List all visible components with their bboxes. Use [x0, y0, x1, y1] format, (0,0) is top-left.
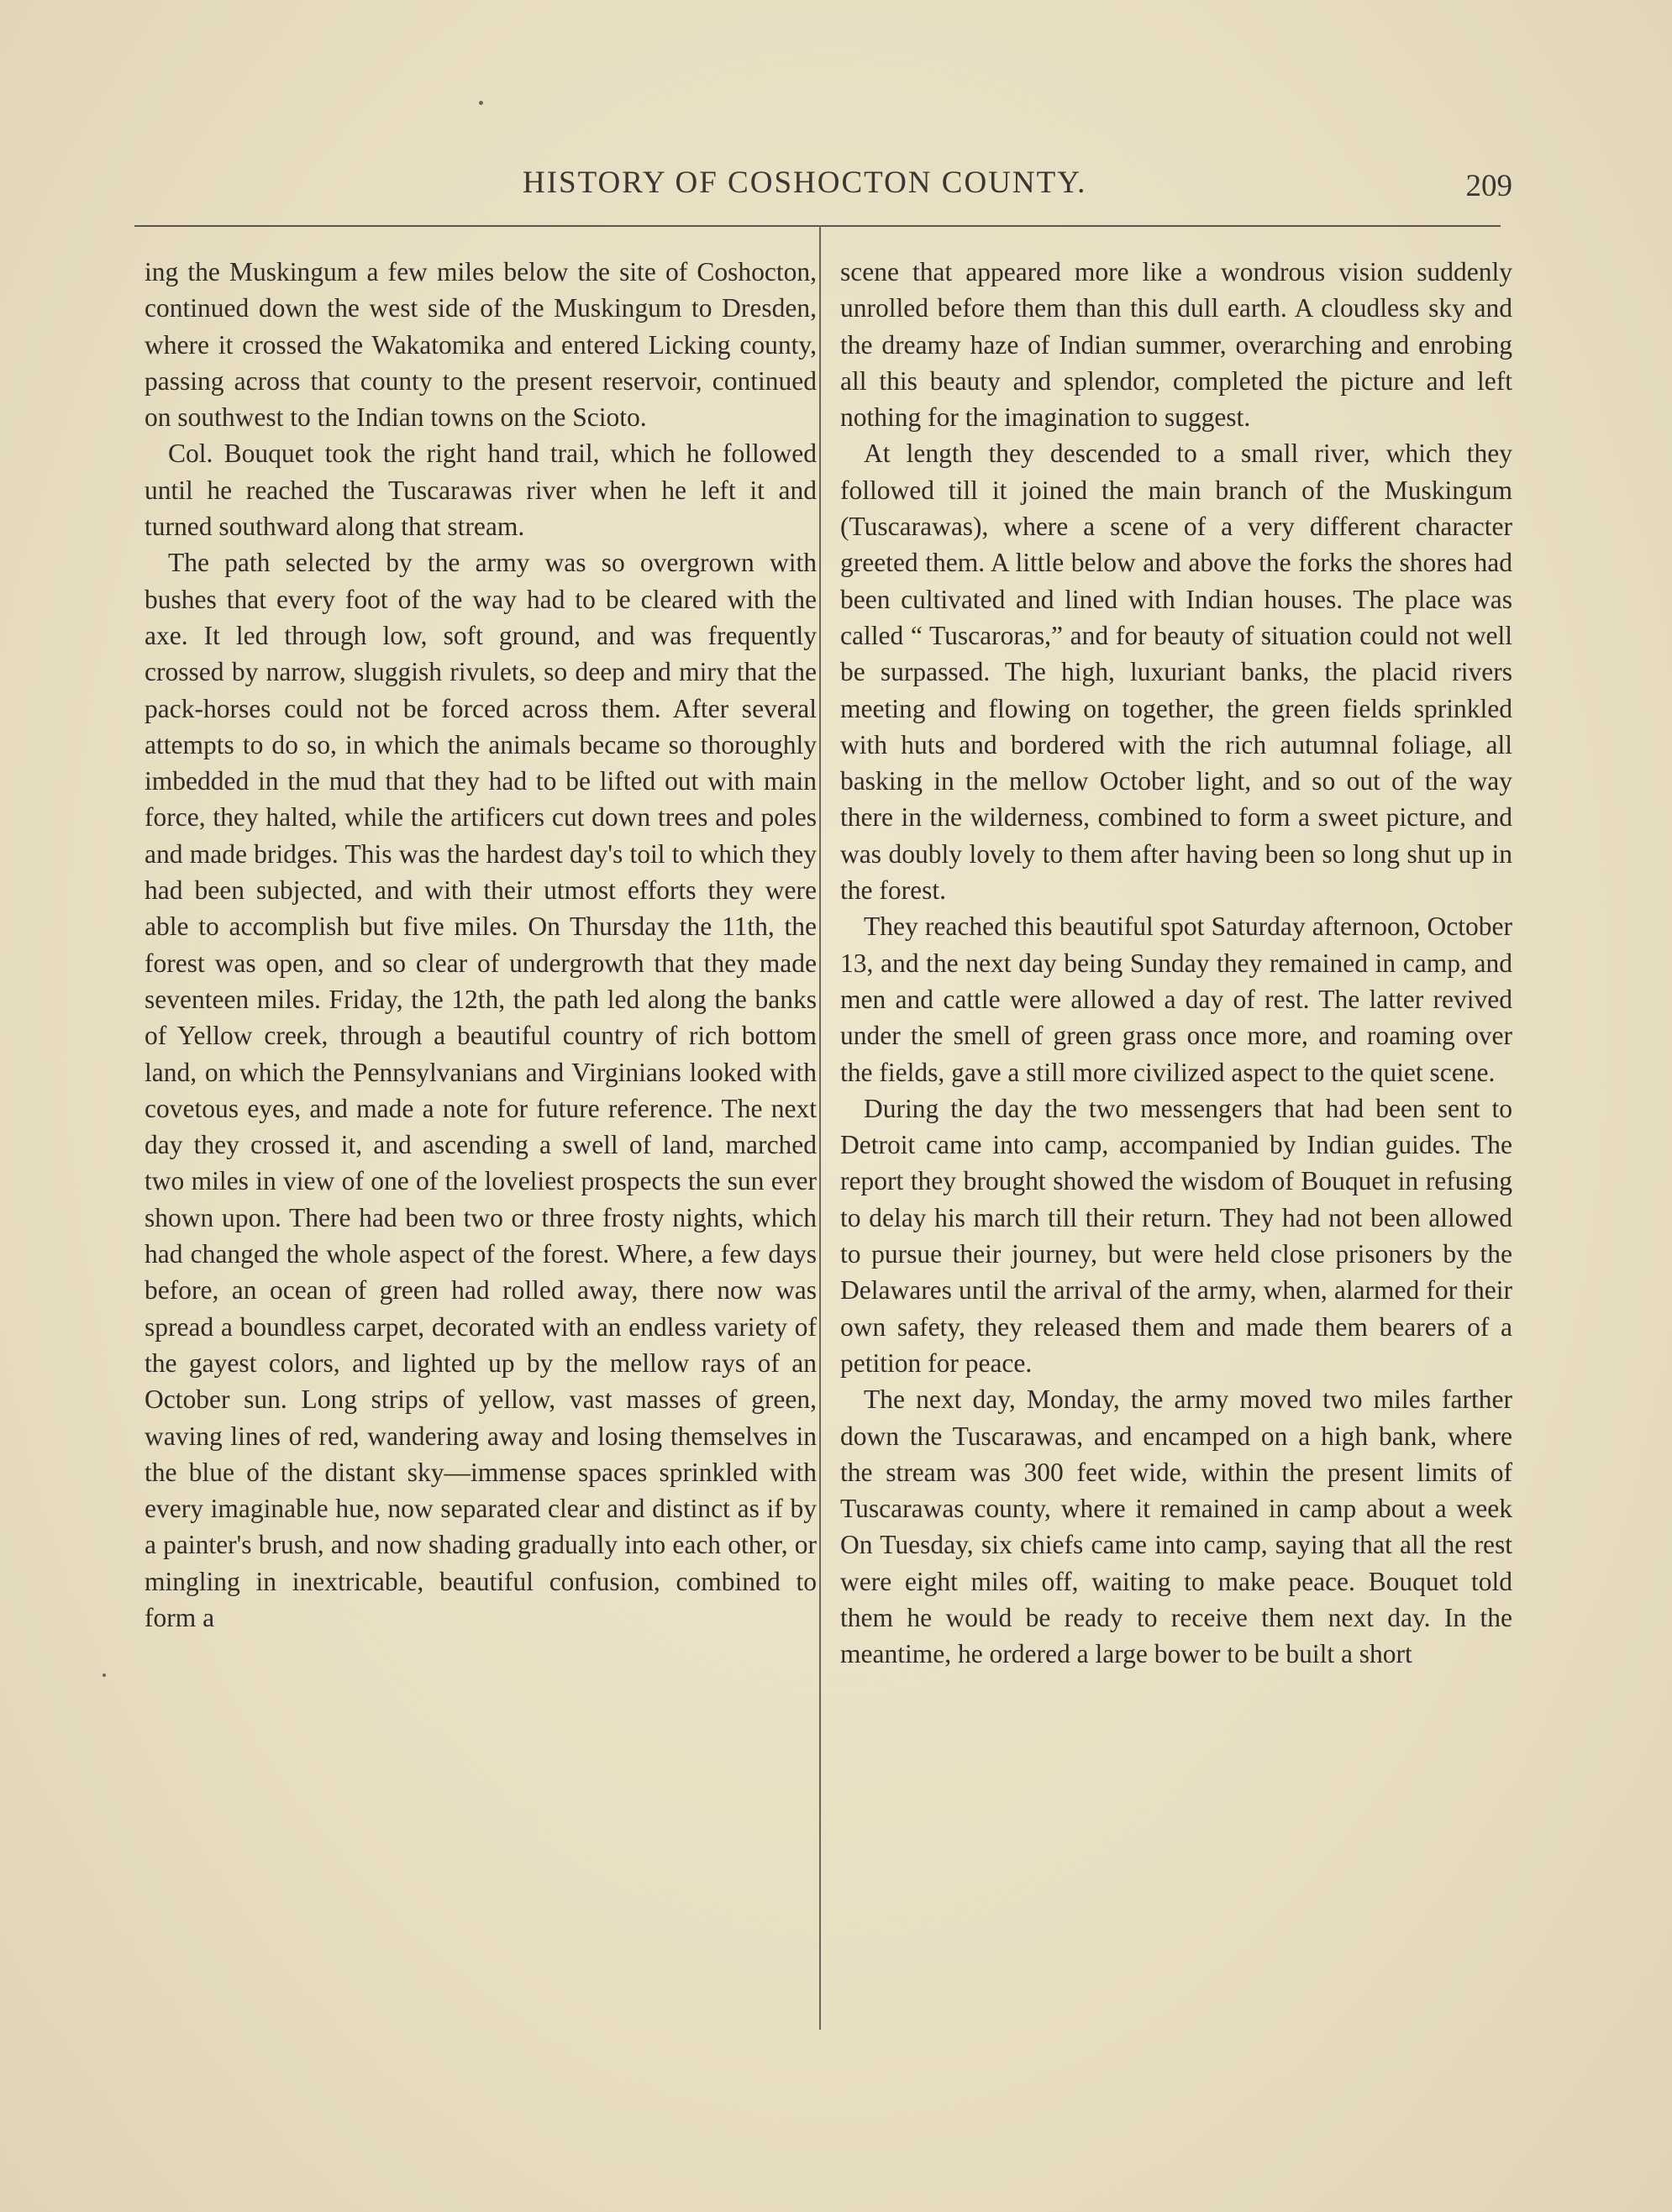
header-rule [134, 225, 1501, 227]
right-column [840, 254, 1512, 1673]
page-number: 209 [1465, 169, 1512, 203]
running-title: HISTORY OF COSHOCTON COUNTY. [523, 166, 1087, 200]
left-paragraph-2: Col. Bouquet took the right hand trail, which he followed until he reached the Tuscarawas river when he left it and turned southward along that stream. [145, 439, 817, 542]
right-paragraph-4: During the day the two messengers that had been sent to Detroit came into camp, accompanied by Indian guides. The report they brought showed the wisdom of Bouquet in refusing to delay his march till their return. They had not been allowed to pursue their journey, but were held close prisoners by the Delawares until the arrival of the army, when, alarmed for their own safety, they released them and made them bearers of a petition for peace. [840, 1093, 1512, 1378]
left-column [145, 254, 817, 1636]
ink-speck [103, 1673, 106, 1677]
left-paragraph-3: The path selected by the army was so overgrown with bushes that every foot of the way had to be cleared with the axe. It led through low, soft ground, and was frequently crossed by narrow, sluggish rivulets, so deep and miry that the pack-horses could not be forced across them. After several attempts to do so, in which the animals became so thoroughly imbedded in the mud that they had to be lifted out with main force, they halted, while the artificers cut down trees and poles and made bridges. This was the hardest day's toil to which they had been subjected, and with their utmost efforts they were able to accomplish but five miles. On Thursday the 11th, the forest was open, and so clear of undergrowth that they made seventeen miles. Friday, the 12th, the path led along the banks of Yellow creek, through a beautiful country of rich bottom land, on which the Pennsylvanians and Virginians looked with covetous eyes, and made a note for future reference. The next day they crossed it, and ascending a swell of land, marched two miles in view of one of the loveliest prospects the sun ever shown upon. There had been two or three frosty nights, which had changed the whole aspect of the forest. Where, a few days before, an ocean of green had rolled away, there now was spread a boundless carpet, decorated with an endless variety of the gayest colors, and lighted up by the mellow rays of an October sun. Long strips of yellow, vast masses of green, waving lines of red, wandering away and losing themselves in the blue of the distant sky—immense spaces sprinkled with every imaginable hue, now separated clear and distinct as if by a painter's brush, and now shading gradually into each other, or mingling in inextricable, beautiful confusion, combined to form a [145, 548, 817, 1632]
running-header [134, 165, 1512, 207]
column-divider [819, 225, 821, 2030]
right-paragraph-3: They reached this beautiful spot Saturday afternoon, October 13, and the next day being Sunday they remained in camp, and men and cattle were allowed a day of rest. The latter revived under the smell of green grass once more, and roaming over the fields, gave a still more civilized aspect to the quiet scene. [840, 912, 1512, 1087]
left-paragraph-1: ing the Muskingum a few miles below the site of Coshocton, continued down the west side of the Muskingum to Dresden, where it crossed the Wakatomika and entered Licking county, passing across that county to the present reservoir, continued on southwest to the Indian towns on the Scioto. [145, 257, 817, 433]
ink-speck [479, 101, 483, 105]
right-paragraph-1: scene that appeared more like a wondrous vision suddenly unrolled before them than this dull earth. A cloudless sky and the dreamy haze of Indian summer, overarching and enrobing all this beauty and splendor, completed the picture and left nothing for the imagination to suggest. [840, 257, 1512, 433]
right-paragraph-5: The next day, Monday, the army moved two miles farther down the Tuscarawas, and encamped on a high bank, where the stream was 300 feet wide, within the present limits of Tuscarawas county, where it remained in camp about a week On Tuesday, six chiefs came into camp, saying that all the rest were eight miles off, waiting to make peace. Bouquet told them he would be ready to receive them next day. In the meantime, he ordered a large bower to be built a short [840, 1384, 1512, 1669]
right-paragraph-2: At length they descended to a small river, which they followed till it joined the main branch of the Muskingum (Tuscarawas), where a scene of a very different character greeted them. A little below and above the forks the shores had been cultivated and lined with Indian houses. The place was called “ Tuscaroras,” and for beauty of situation could not well be surpassed. The high, luxuriant banks, the placid rivers meeting and flowing on together, the green fields sprinkled with huts and bordered with the rich autumnal foliage, all basking in the mellow October light, and so out of the way there in the wilderness, combined to form a sweet picture, and was doubly lovely to them after having been so long shut up in the forest. [840, 439, 1512, 906]
